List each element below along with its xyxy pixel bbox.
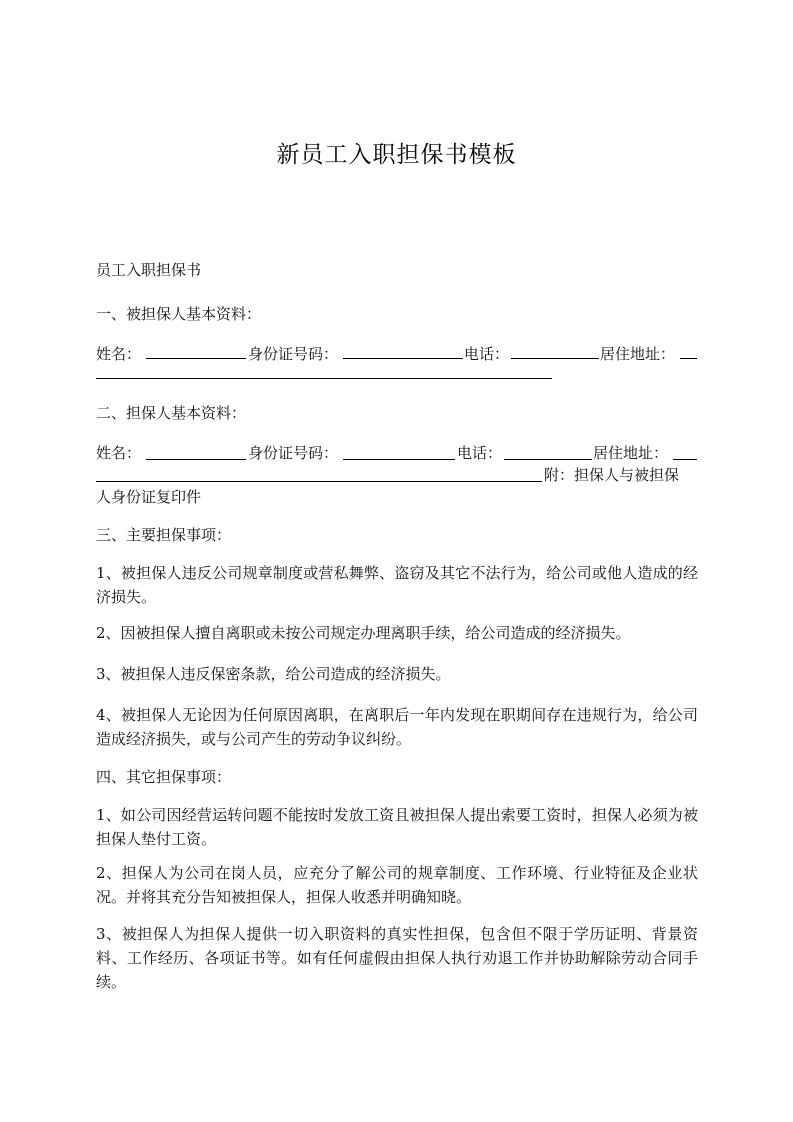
section2-name-field[interactable]: [146, 459, 246, 460]
section3-item-1: 1、被担保人违反公司规章制度或营私舞弊、盗窃及其它不法行为，给公司或他人造成的经济损失。: [96, 564, 698, 606]
section2-attachment-note: 附：担保人与被担保: [544, 466, 680, 484]
section3-heading: 三、主要担保事项：: [96, 526, 232, 544]
section4-item-1: 1、如公司因经营运转问题不能按时发放工资且被担保人提出索要工资时，担保人必须为被担保人垫付工资。: [96, 806, 698, 848]
section1-address-label: 居住地址：: [600, 345, 676, 363]
section3-item-4: 4、被担保人无论因为任何原因离职，在离职后一年内发现在职期间存在违规行为，给公司造成经济损失，或与公司产生的劳动争议纠纷。: [96, 706, 698, 748]
section1-address-field-cont[interactable]: [96, 378, 552, 379]
section2-heading: 二、担保人基本资料：: [96, 404, 247, 422]
section3-item-2: 2、因被担保人擅自离职或未按公司规定办理离职手续，给公司造成的经济损失。: [96, 624, 631, 642]
section2-id-label: 身份证号码：: [248, 444, 339, 462]
section1-name-label: 姓名：: [96, 345, 142, 363]
document-title: 新员工入职担保书模板: [276, 142, 517, 168]
section3-item-3: 3、被担保人违反保密条款，给公司造成的经济损失。: [96, 665, 451, 683]
section2-name-label: 姓名：: [96, 444, 142, 462]
section4-item-3: 3、被担保人为担保人提供一切入职资料的真实性担保，包含但不限于学历证明、背景资料、工作经历、各项证书等。如有任何虚假由担保人执行劝退工作并协助解除劳动合同手续。: [96, 925, 698, 991]
section2-address-label: 居住地址：: [593, 444, 669, 462]
section1-id-label: 身份证号码：: [248, 345, 339, 363]
document-subtitle: 员工入职担保书: [96, 261, 202, 279]
section2-phone-field[interactable]: [504, 459, 592, 460]
section2-address-field[interactable]: [673, 459, 697, 460]
section2-attachment-note-cont: 人身份证复印件: [96, 488, 202, 506]
section2-phone-label: 电话：: [457, 444, 503, 462]
section1-address-field[interactable]: [680, 358, 697, 359]
section4-heading: 四、其它担保事项：: [96, 768, 232, 786]
section1-name-field[interactable]: [146, 358, 246, 359]
section4-item-2: 2、担保人为公司在岗人员，应充分了解公司的规章制度、工作环境、行业特征及企业状况。并将其充分告知被担保人，担保人收悉并明确知晓。: [96, 864, 698, 906]
section1-heading: 一、被担保人基本资料：: [96, 305, 262, 323]
section1-phone-field[interactable]: [511, 358, 599, 359]
section2-id-field[interactable]: [343, 459, 455, 460]
section2-address-field-cont[interactable]: [96, 481, 542, 482]
section1-phone-label: 电话：: [464, 345, 510, 363]
section1-id-field[interactable]: [343, 358, 463, 359]
